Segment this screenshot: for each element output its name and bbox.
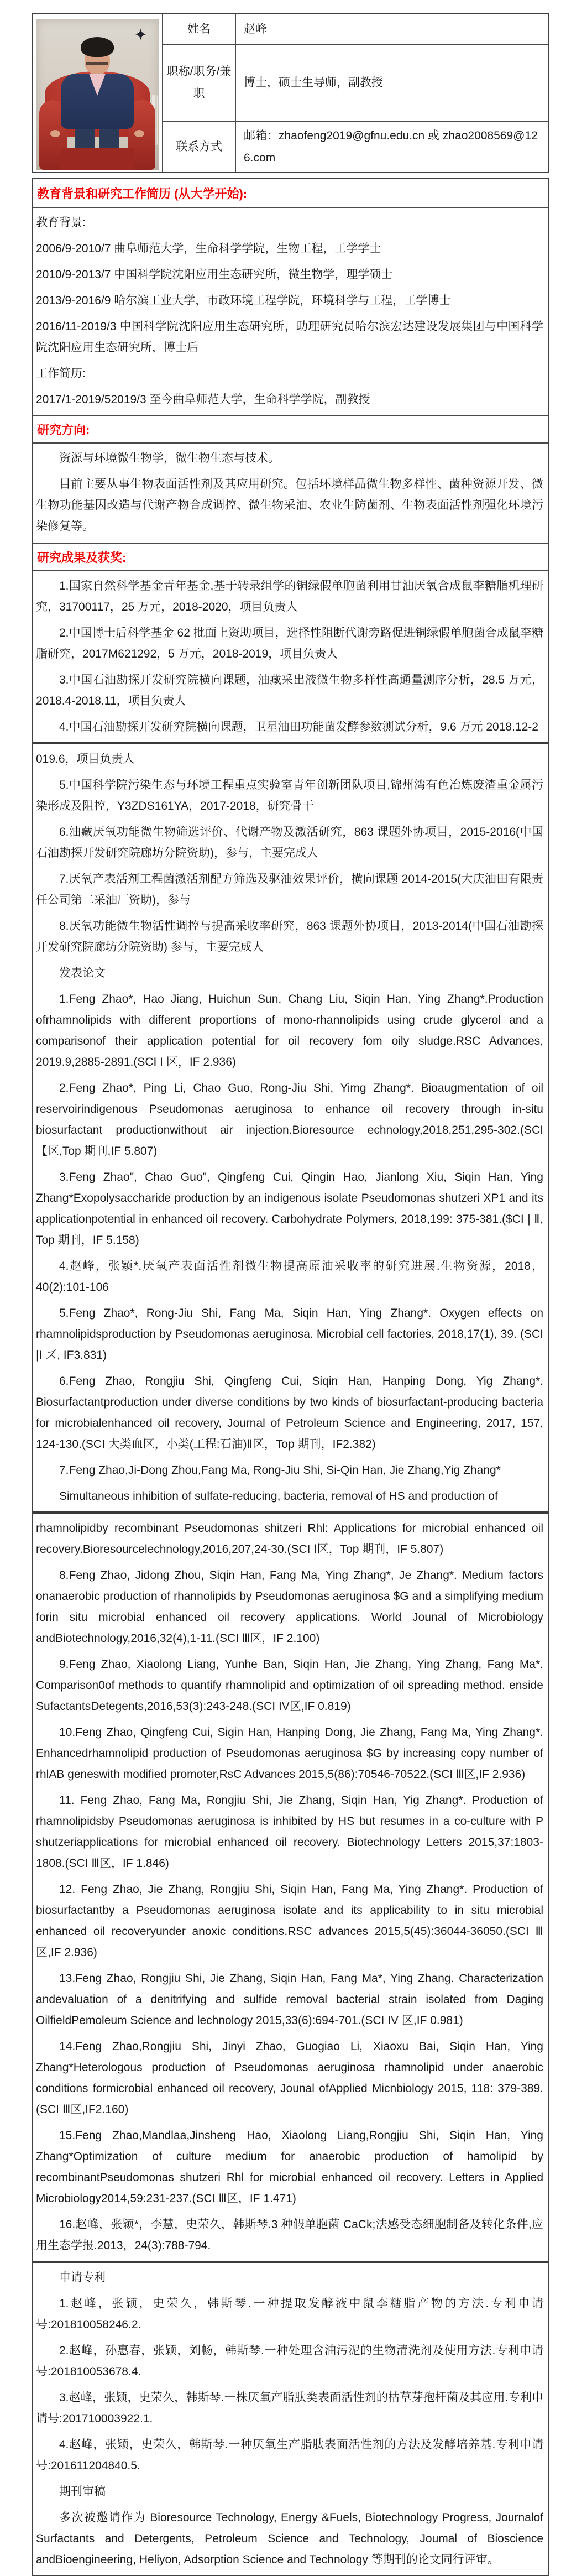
profile-photo-cell [33, 14, 163, 172]
person-jacket [61, 74, 134, 129]
paragraph: 12. Feng Zhao, Jie Zhang, Rongjiu Shi, Siqin Han, Fang Ma, Ying Zhang*. Production of biosurfactantby a Pseudomonas aeruginosa isolate and its applicability to in situ microbial enhanced oil recoveryunder anoxic conditions.RSC advances 2015,5(45):36044-36050.(SCI Ⅲ区,IF 2.936) [36, 1883, 543, 1959]
paragraph: 14.Feng Zhao,Rongjiu Shi, Jinyi Zhao, Guogiao Li, Xiaoxu Bai, Siqin Han, Ying Zhang*Heterologous production of Pseudomonas aeruginosa rhamnolipid under anaerobic conditions formicrobial enhanced oil recovery, Jounal ofApplied Micnbiology 2015, 118: 379-389. (SCI Ⅲ区,IF2.160) [36, 2040, 543, 2116]
paragraph: 7.厌氧产表活剂工程菌激活剂配方筛选及驱油效果评价，横向课题 2014-2015(大庆油田有限责任公司第二采油厂资助)，参与 [36, 873, 543, 906]
section-grants-part1 [33, 570, 548, 742]
field-label-name: 姓名 [163, 14, 236, 45]
paragraph: 2013/9-2016/9 哈尔滨工业大学，市政环境工程学院，环境科学与工程，工学博士 [36, 294, 451, 307]
person-hand [134, 130, 144, 137]
paragraph: 5.中国科学院污染生态与环境工程重点实验室青年创新团队项目,锦州湾有色冶炼废渣重金属污染形成及阻控，Y3ZDS161YA，2017-2018，研究骨干 [36, 779, 543, 812]
compass-star-icon: ✦ [133, 26, 148, 44]
paragraph: 1.Feng Zhao*, Hao Jiang, Huichun Sun, Chang Liu, Siqin Han, Ying Zhang*.Production ofrhamnolipids with different proportions of mono-rhannolipids using crude glycerol and a comparisonof their application potential for oil recovery fom oily sludge.RSC Advances, 2019.9,2885-2891.(SCI I 区，IF 2.936) [36, 993, 543, 1068]
paragraph: 7.Feng Zhao,Ji-Dong Zhou,Fang Ma, Rong-Jiu Shi, Si-Qin Han, Jie Zhang,Yig Zhang* [59, 1464, 501, 1477]
paragraph: 1.国家自然科学基金青年基金,基于转录组学的铜绿假单胞菌利用甘油厌氧合成鼠李糖脂机理研究，31700117，25 万元，2018-2020，项目负责人 [36, 580, 543, 613]
paragraph: 发表论文 [59, 967, 106, 979]
field-value-title: 博士，硕士生导师，副教授 [236, 45, 548, 122]
document-page [32, 0, 549, 2576]
paragraph: 13.Feng Zhao, Rongjiu Shi, Jie Zhang, Siqin Han, Fang Ma*, Ying Zhang. Characterization andevaluation of a denitrifying and sulfide removal bacterial strain isolated from Daging OilfieldPemoleum Science and lechnology 2015,33(6):694-701.(SCI IV 区,IF 0.981) [36, 1972, 543, 2027]
paragraph: 工作简历: [36, 367, 86, 380]
paragraph: 资源与环境微生物学，微生物生态与技术。 [59, 452, 280, 465]
paragraph: 10.Feng Zhao, Qingfeng Cui, Sigin Han, Hanping Dong, Jie Zhang, Fang Ma, Ying Zhang*. Enhancedrhamnolipid production of Pseudomonas aeruginosa $G by increasing copy number of rhlAB geneswith modified promoter,RsC Advances 2015,5(86):70546-70522.(SCI Ⅲ区,IF 2.936) [36, 1726, 543, 1781]
section-header-education [33, 179, 548, 207]
paragraph: 教育背景: [36, 216, 86, 229]
resume-sections-table [32, 178, 549, 2576]
paragraph: 3.Feng Zhao", Chao Guo", Qingfeng Cui, Qingin Hao, Jianlong Xiu, Siqin Han, Ying Zhang*Exopolysaccharide production by an indigenous isolate Pseudomonas shutzeri XP1 and its applicationpotential in enhanced oil recovery. Carbohydrate Polymers, 2018,199: 375-381.($CI | Ⅱ, Top 期刊，IF 5.158) [36, 1171, 543, 1247]
paragraph: 8.厌氧功能微生物活性调控与提高采收率研究，863 课题外协项目，2013-2014(中国石油勘探开发研究院廊坊分院资助) 参与，主要完成人 [36, 920, 543, 953]
profile-info-table [32, 13, 549, 173]
section-title: 研究成果及获奖: [37, 550, 127, 565]
paragraph: 3.赵峰，张颖，史荣久，韩斯琴.一株厌氧产脂肽类表面活性剂的枯草芽孢杆菌及其应用.专利申请号:201710003922.1. [36, 2391, 543, 2425]
profile-photo [36, 19, 159, 170]
paragraph: rhamnolipidby recombinant Pseudomonas shitzeri Rhl: Applications for microbial enhanced oil recovery.Bioresourcelechnology,2016,207,24-30.(SCI Ⅰ区，Top 期刊，IF 5.807) [36, 1522, 543, 1556]
paragraph: 目前主要从事生物表面活性剂及其应用研究。包括环境样品微生物多样性、菌种资源开发、微生物功能基因改造与代谢产物合成调控、微生物采油、农业生防菌剂、生物表面活性剂强化环境污染修复等。 [36, 478, 543, 533]
paragraph: 16.赵峰，张颖*，李慧，史荣久，韩斯琴.3 种假单胞菌 CaCk;法感受态细胞制备及转化条件,应用生态学报.2013，24(3):788-794. [36, 2218, 543, 2252]
paragraph: 4.赵峰，张颖*.厌氧产表面活性剂微生物提高原油采收率的研究进展.生物资源，2018，40(2):101-106 [36, 1260, 543, 1294]
paragraph: 4.赵峰，张颖，史荣久，韩斯琴.一种厌氧生产脂肽表面活性剂的方法及发酵培养基.专利申请号:201611204840.5. [36, 2438, 543, 2472]
paragraph: 15.Feng Zhao,Mandlaa,Jinsheng Hao, Xiaolong Liang,Rongjiu Shi, Siqin Han, Ying Zhang*Optimization of culture medium for anaerobic production of hamolipid by recombinantPseudomonas shutzeri Rhl for microbial enhanced oil recovery. Letters in Applied Microbiology2014,59:231-237.(SCI Ⅲ区，IF 1.471) [36, 2129, 543, 2205]
paragraph: 6.油藏厌氧功能微生物筛选评价、代谢产物及激活研究，863 课题外协项目，2015-2016(中国石油勘探开发研究院廊坊分院资助)，参与，主要完成人 [36, 826, 543, 859]
paragraph: 申请专利 [59, 2271, 106, 2284]
section-papers-continued [33, 1511, 548, 2261]
section-header-achievements [33, 543, 548, 570]
section-grants-part2-and-papers [33, 742, 548, 1511]
field-label-contact: 联系方式 [163, 122, 236, 172]
paragraph: 019.6，项目负责人 [36, 753, 135, 765]
section-title: 研究方向: [37, 423, 90, 437]
paragraph: 期刊审稿 [59, 2485, 106, 2498]
section-title: 教育背景和研究工作简历 (从大学开始): [37, 186, 248, 201]
paragraph: 4.中国石油勘探开发研究院横向课题，卫星油田功能菌发酵参数测试分析，9.6 万元 2018.12-2 [59, 721, 538, 733]
section-patents-and-review [33, 2261, 548, 2575]
paragraph: 3.中国石油勘探开发研究院横向课题，油藏采出液微生物多样性高通量测序分析，28.5 万元，2018.4-2018.11，项目负责人 [36, 674, 543, 707]
field-value-name: 赵峰 [236, 14, 548, 45]
paragraph: Simultaneous inhibition of sulfate-reducing, bacteria, removal of HS and production of [59, 1490, 498, 1503]
paragraph: 11. Feng Zhao, Fang Ma, Rongjiu Shi, Jie Zhang, Siqin Han, Yig Zhang*. Production of rhamnolipidsby Pseudomonas aeruginosa is inhibited by HS but resumes in a co-culture with P shutzeriapplications for microbial enhanced oil recovery. Biotechnology Letters 2015,37:1803-1808.(SCI Ⅲ区，IF 1.846) [36, 1794, 543, 1870]
paragraph: 2017/1-2019/52019/3 至今曲阜师范大学，生命科学学院，副教授 [36, 393, 370, 406]
red-armchair-seat [60, 148, 134, 170]
paragraph: 2.中国博士后科学基金 62 批面上资助项目，选择性阻断代谢旁路促进铜绿假单胞菌合成鼠李糖脂研究，2017M621292，5 万元，2018-2019，项目负责人 [36, 627, 543, 660]
paragraph: 9.Feng Zhao, Xiaolong Liang, Yunhe Ban, Siqin Han, Jie Zhang, Ying Zhang, Fang Ma*. Comparison0of methods to quantify rhamnolipid and optimization of oil spreading method. enside SufactantsDetegents,2016,53(3):243-248.(SCI IV区,IF 0.819) [36, 1658, 543, 1713]
paragraph: 2010/9-2013/7 中国科学院沈阳应用生态研究所，微生物学，理学硕士 [36, 268, 393, 281]
paragraph: 2.Feng Zhao*, Ping Li, Chao Guo, Rong-Jiu Shi, Yimg Zhang*. Bioaugmentation of oil reservoirindigenous Pseudomonas aeruginosa to enhance oil recovery through in-situ biosurfactant productionwithout air injection.Bioresource echnology,2018,251,295-302.(SCI 【区,Top 期刊,IF 5.807) [36, 1082, 543, 1157]
person-hair [81, 37, 114, 57]
paragraph: 2016/11-2019/3 中国科学院沈阳应用生态研究所，助理研究员哈尔滨宏达建设发展集团与中国科学院沈阳应用生态研究所，博士后 [36, 320, 543, 354]
paragraph: 6.Feng Zhao, Rongjiu Shi, Qingfeng Cui, Siqin Han, Hanping Dong, Yig Zhang*. Biosurfactantproduction under diverse conditions by two kinds of biosurfactant-producing bacteria for microbialenhanced oil recovery, Journal of Petroleum Science and Engineering, 2017, 157, 124-130.(SCI 大类血区，小类(工程:石油)Ⅱ区，Top 期刊，IF2.382) [36, 1375, 543, 1451]
paragraph: 5.Feng Zhao*, Rong-Jiu Shi, Fang Ma, Siqin Han, Ying Zhang*. Oxygen effects on rhamnolipidsproduction by Pseudomonas aeruginosa. Microbial cell factories, 2018,17(1), 39. (SCI |I ズ, IF3.831) [36, 1307, 543, 1362]
paragraph: 多次被邀请作为 Bioresource Technology, Energy &Fuels, Biotechnology Progress, Journalof Surfactants and Detergents, Petroleum Science and Technology, Joumal of Bioscience andBioengineering, Heliyon, Adsorption Science and Technology 等期刊的论文同行评审。 [36, 2511, 543, 2566]
paragraph: 8.Feng Zhao, Jidong Zhou, Siqin Han, Fang Ma, Ying Zhang*, Je Zhang*. Medium factors onanaerobic production of rhannolipids by Pseudomonas aeruginosa $G and a simplifying medium forin situ microbial enhanced oil recovery applications. World Jounal of Microbiology andBiotechnology,2016,32(4),1-11.(SCI Ⅲ区，IF 2.100) [36, 1569, 543, 1645]
paragraph: 2006/9-2010/7 曲阜师范大学，生命科学学院，生物工程，工学学士 [36, 242, 381, 255]
person-glasses [86, 59, 108, 65]
field-value-contact: 邮箱：zhaofeng2019@gfnu.edu.cn 或 zhao2008569@126.com [244, 129, 538, 164]
field-label-title: 职称/职务/兼职 [163, 45, 236, 122]
section-research-direction [33, 442, 548, 543]
section-header-research-direction [33, 415, 548, 442]
section-education-history [33, 207, 548, 415]
paragraph: 2.赵峰，孙惠春，张颖，刘畅，韩斯琴.一种处理含油污泥的生物清洗剂及使用方法.专利申请号:201810053678.4. [36, 2344, 543, 2378]
paragraph: 1.赵峰，张颖，史荣久，韩斯琴.一种提取发酵液中鼠李糖脂产物的方法.专利申请号:201810058246.2. [36, 2297, 543, 2331]
person-hand [50, 130, 60, 137]
